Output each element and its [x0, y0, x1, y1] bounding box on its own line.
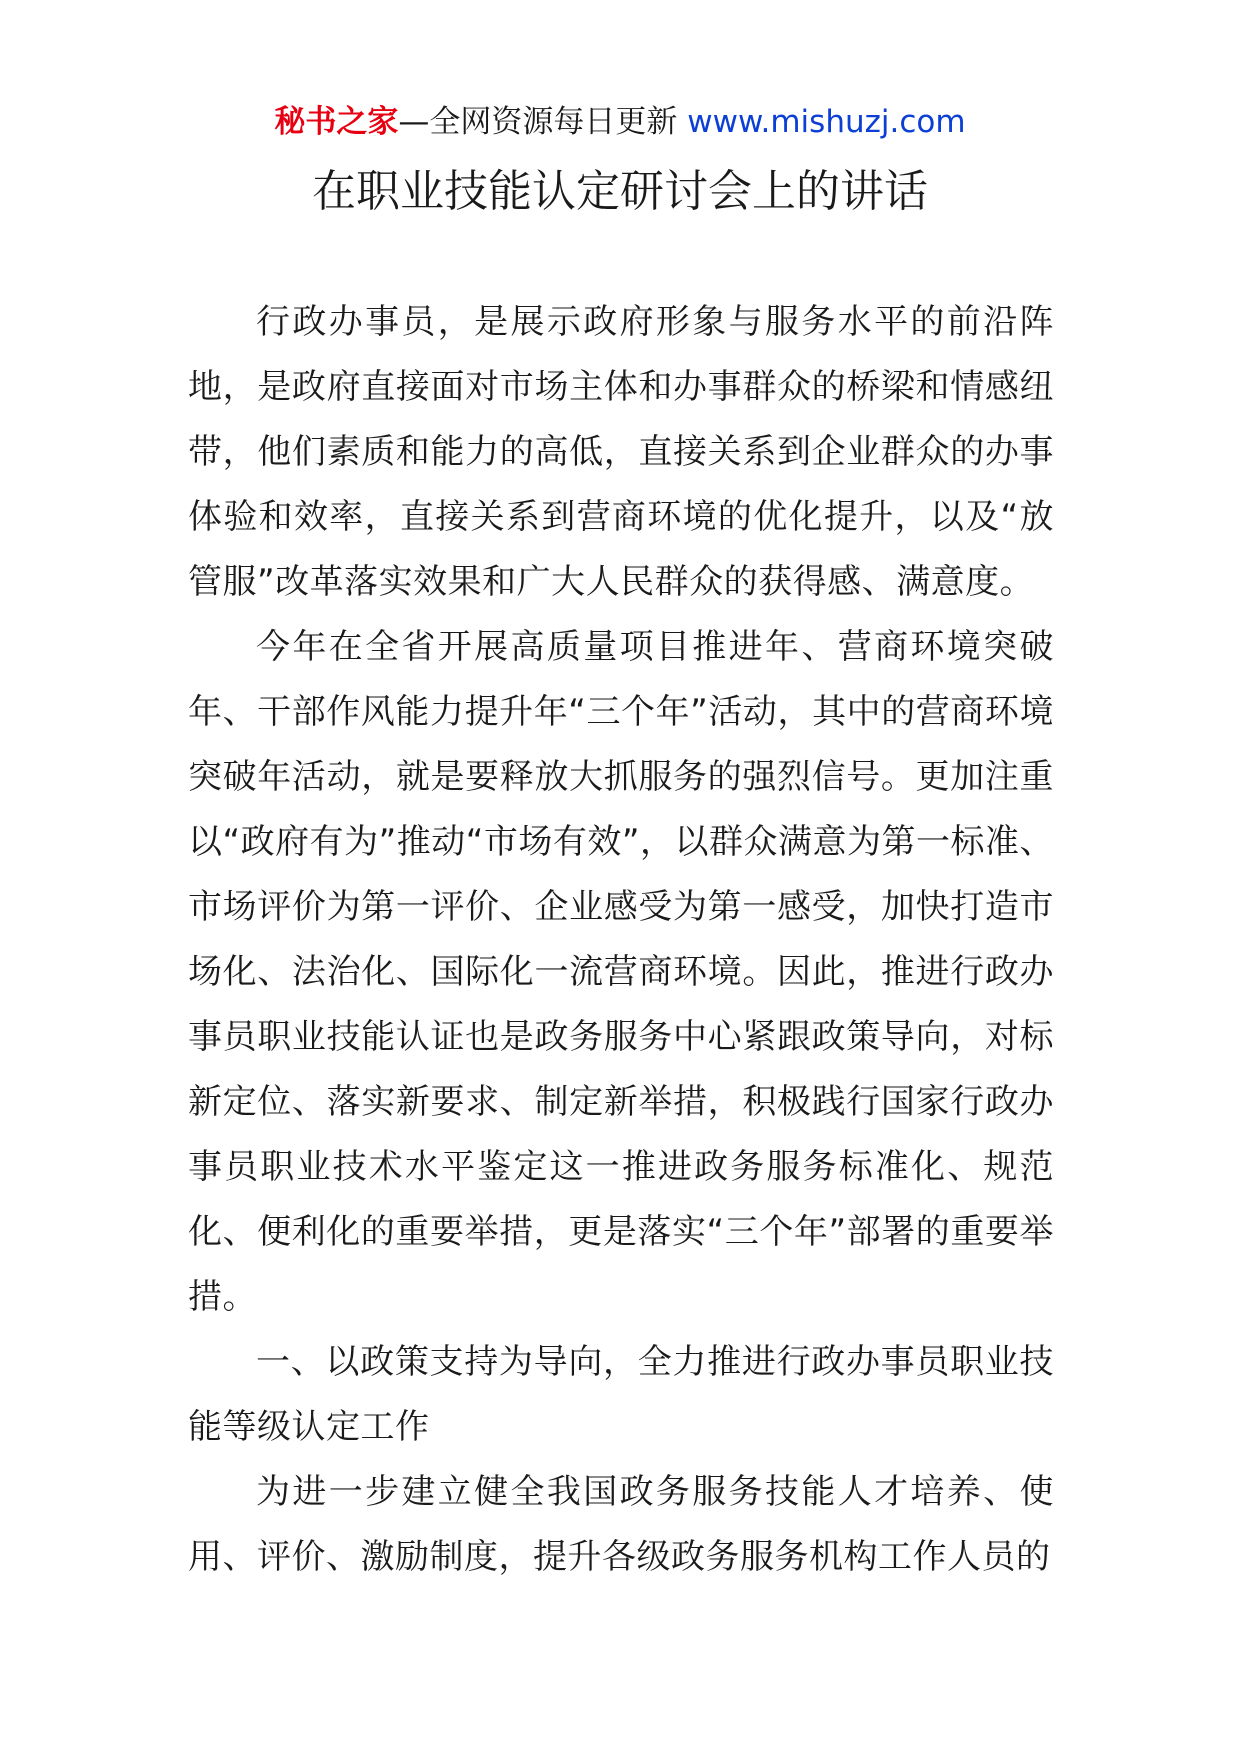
site-header	[0, 100, 1240, 144]
paragraph-three-years: 今年在全省开展高质量项目推进年、营商环境突破年、干部作风能力提升年“三个年”活动，其中的营商环境突破年活动，就是要释放大抓服务的强烈信号。更加注重以“政府有为”推动“市场有效”，以群众满意为第一标准、市场评价为第一评价、企业感受为第一感受，加快打造市场化、法治化、国际化一流营商环境。因此，推进行政办事员职业技能认证也是政务服务中心紧跟政策导向，对标新定位、落实新要求、制定新举措，积极践行国家行政办事员职业技术水平鉴定这一推进政务服务标准化、规范化、便利化的重要举措，更是落实“三个年”部署的重要举措。	[188, 627, 1054, 1317]
document-title: 在职业技能认定研讨会上的讲话	[312, 166, 928, 217]
site-tagline: —全网资源每日更新	[398, 104, 678, 140]
site-url-link[interactable]: www.mishuzj.com	[687, 104, 966, 140]
paragraph-section-1: 为进一步建立健全我国政务服务技能人才培养、使用、评价、激励制度，提升各级政务服务机构工作人员的	[188, 1472, 1054, 1577]
paragraph-intro: 行政办事员，是展示政府形象与服务水平的前沿阵地，是政府直接面对市场主体和办事群众的桥梁和情感纽带，他们素质和能力的高低，直接关系到企业群众的办事体验和效率，直接关系到营商环境的优化提升，以及“放管服”改革落实效果和广大人民群众的获得感、满意度。	[188, 302, 1054, 602]
document-body	[188, 290, 1054, 1590]
site-brand: 秘书之家	[274, 104, 399, 140]
section-heading-1: 一、以政策支持为导向，全力推进行政办事员职业技能等级认定工作	[188, 1342, 1054, 1447]
